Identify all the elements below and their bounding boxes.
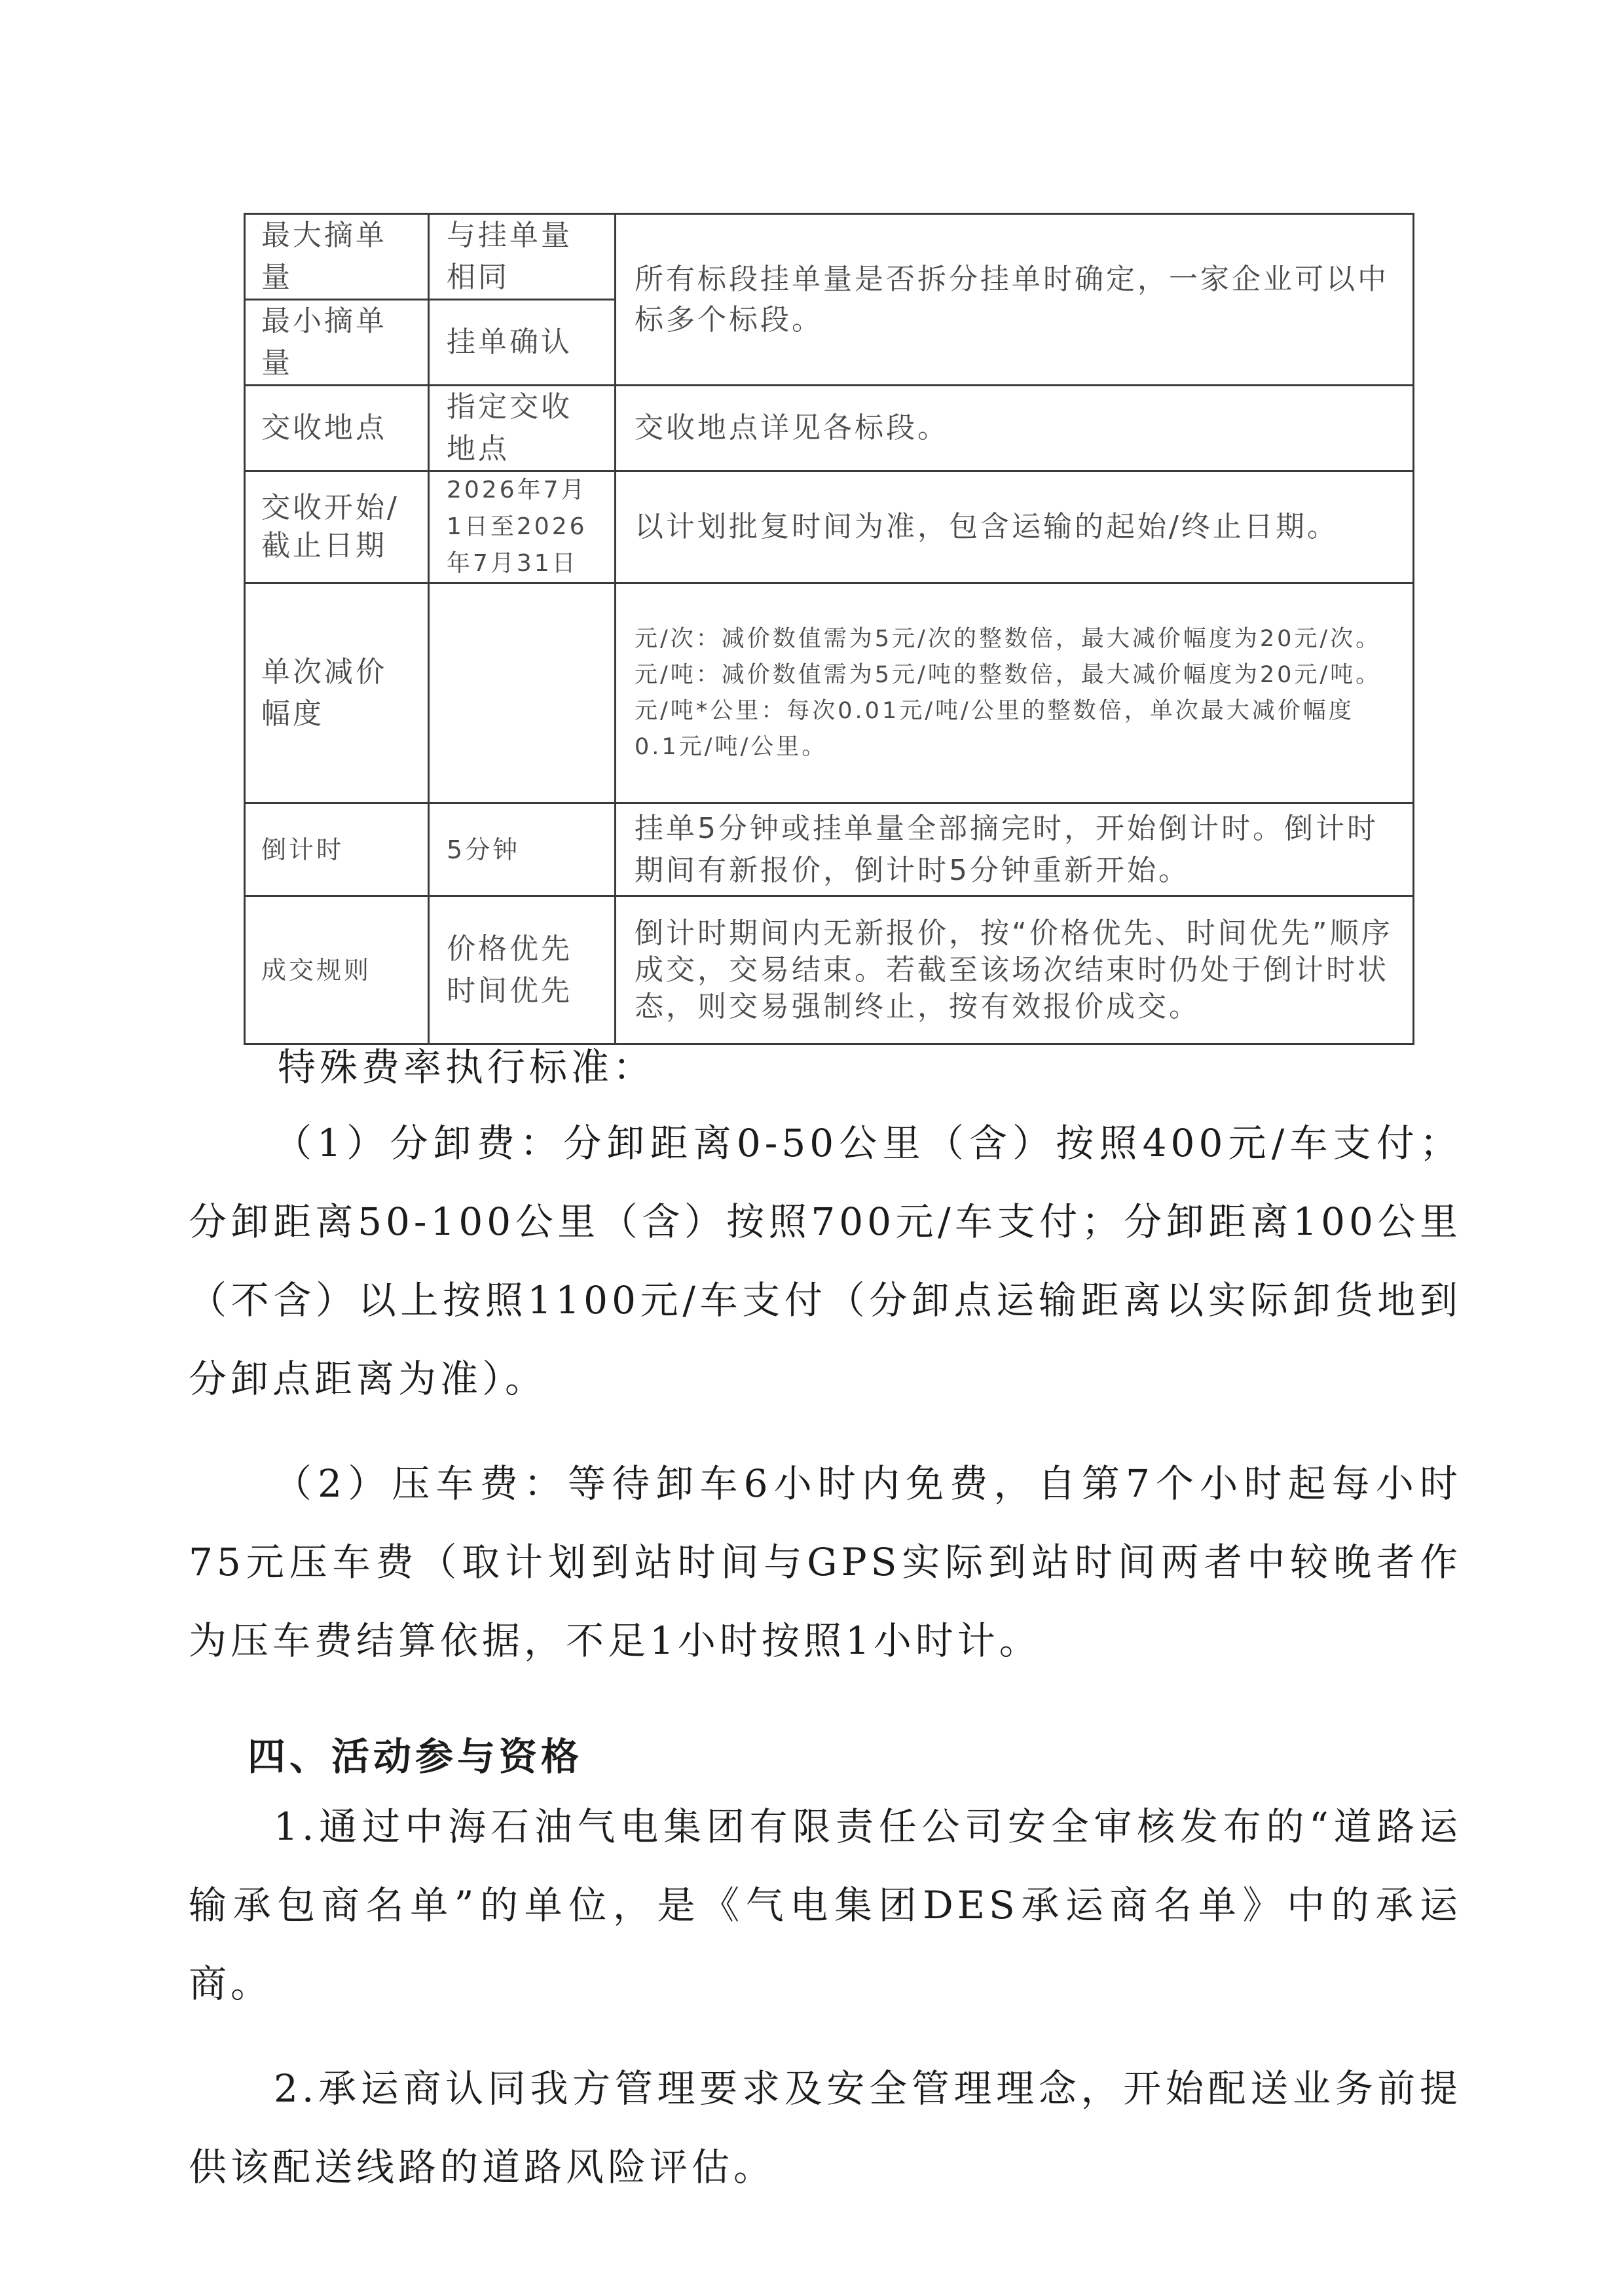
- row-label: 最大摘单量: [245, 214, 429, 300]
- fee-item-1: （1）分卸费：分卸距离0-50公里（含）按照400元/车支付；分卸距离50-100公里（含）按照700元/车支付；分卸距离100公里（不含）以上按照1100元/车支付（分卸点运输距离以实际卸货地到分卸点距离为准）。: [189, 1121, 1462, 1401]
- row-note: 元/次：减价数值需为5元/次的整数倍，最大减价幅度为20元/次。元/吨：减价数值需为5元/吨的整数倍，最大减价幅度为20元/吨。元/吨*公里：每次0.01元/吨/公里的整数倍，单次最大减价幅度0.1元/吨/公里。: [616, 583, 1414, 803]
- row-value: 2026年7月1日至2026年7月31日: [429, 471, 616, 583]
- row-note: 挂单5分钟或挂单量全部摘完时，开始倒计时。倒计时期间有新报价，倒计时5分钟重新开始。: [616, 803, 1414, 896]
- row-label: 倒计时: [245, 803, 429, 896]
- row-label: 最小摘单量: [245, 300, 429, 386]
- qualification-item-1: 1.通过中海石油气电集团有限责任公司安全审核发布的“道路运输承包商名单”的单位，是《气电集团DES承运商名单》中的承运商。: [189, 1804, 1462, 2006]
- row-label: 成交规则: [245, 896, 429, 1044]
- table-row: [245, 803, 1414, 896]
- row-note: 所有标段挂单量是否拆分挂单时确定，一家企业可以中标多个标段。: [616, 214, 1414, 386]
- fee-item-2: （2）压车费：等待卸车6小时内免费，自第7个小时起每小时75元压车费（取计划到站时间与GPS实际到站时间两者中较晚者作为压车费结算依据，不足1小时按照1小时计。: [189, 1461, 1462, 1663]
- table-row: [245, 386, 1414, 471]
- row-value: 价格优先 时间优先: [429, 896, 616, 1044]
- row-value: 挂单确认: [429, 300, 616, 386]
- table-row: [245, 583, 1414, 803]
- fee-standard-title: 特殊费率执行标准：: [278, 1045, 655, 1089]
- row-value: 与挂单量相同: [429, 214, 616, 300]
- qualification-item-2: 2.承运商认同我方管理要求及安全管理理念，开始配送业务前提供该配送线路的道路风险评估。: [189, 2066, 1462, 2189]
- table-row: [245, 471, 1414, 583]
- table-row: [245, 214, 1414, 300]
- section-4-heading: 四、活动参与资格: [248, 1734, 583, 1779]
- row-label: 交收地点: [245, 386, 429, 471]
- row-note: 倒计时期间内无新报价，按“价格优先、时间优先”顺序成交，交易结束。若截至该场次结束时仍处于倒计时状态，则交易强制终止，按有效报价成交。: [616, 896, 1414, 1044]
- row-label: 单次减价幅度: [245, 583, 429, 803]
- table-row: [245, 896, 1414, 1044]
- row-value: 5分钟: [429, 803, 616, 896]
- trading-rules-table: [244, 213, 1414, 1045]
- row-note: 以计划批复时间为准，包含运输的起始/终止日期。: [616, 471, 1414, 583]
- row-value: [429, 583, 616, 803]
- row-value: 指定交收地点: [429, 386, 616, 471]
- row-label: 交收开始/截止日期: [245, 471, 429, 583]
- row-note: 交收地点详见各标段。: [616, 386, 1414, 471]
